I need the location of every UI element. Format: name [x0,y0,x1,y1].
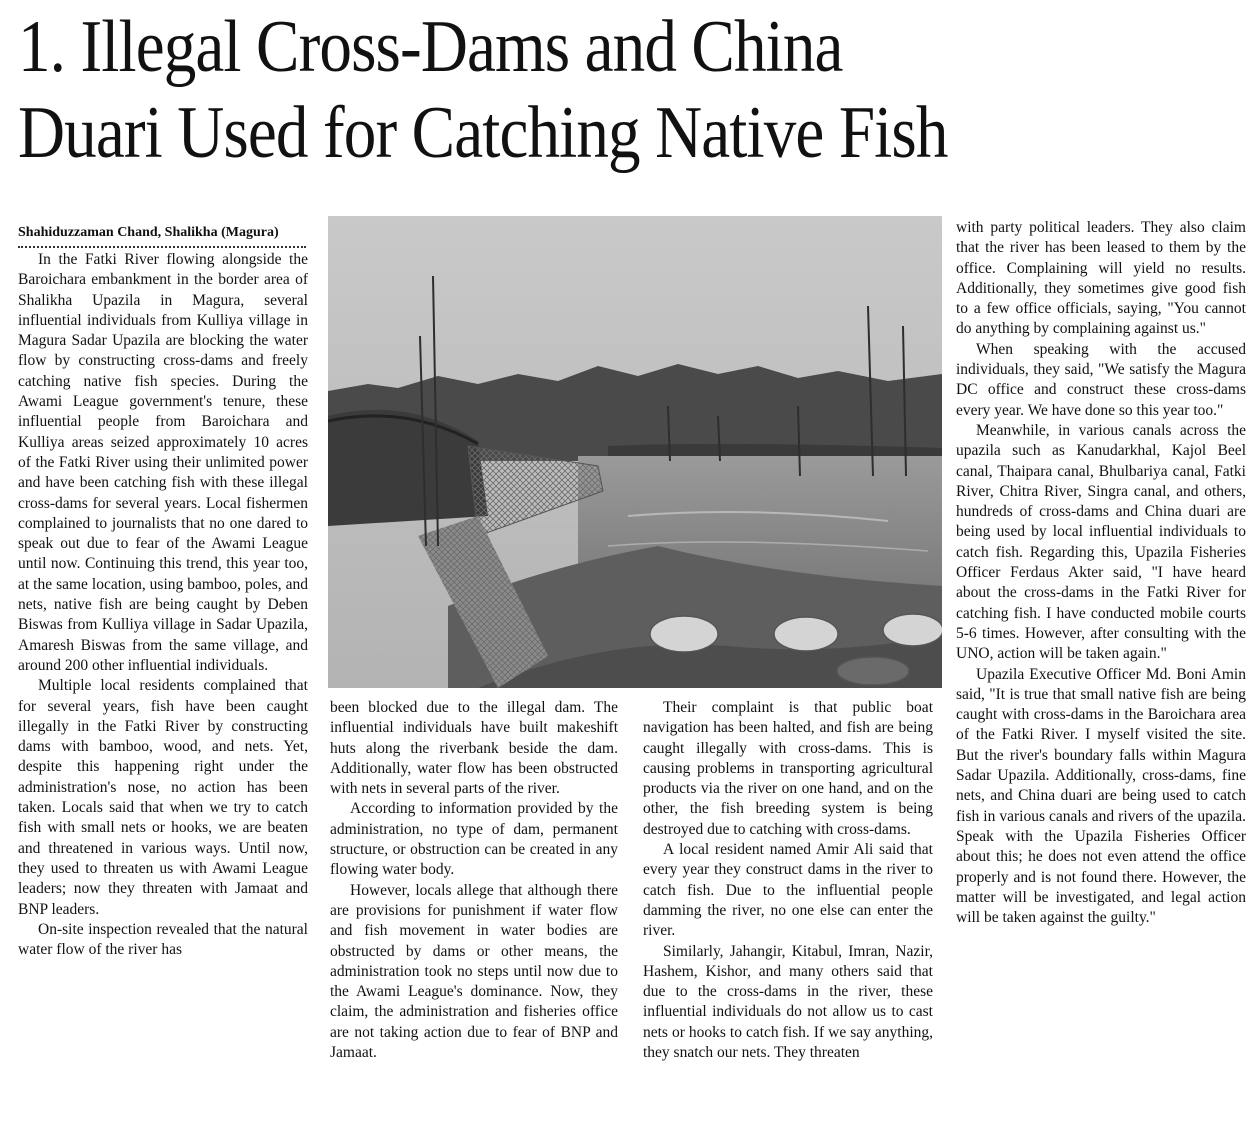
headline-line-1: 1. Illegal Cross-Dams and China [18,6,843,88]
paragraph: Meanwhile, in various canals across the upazila such as Kanudarkhal, Kajol Beel canal, Thaipara canal, Bhulbariya canal, Fatki River, Chitra River, Singra canal, and others, hundreds of cross-dams and China duari are being used by local influential individuals to catch fish. Regarding this, Upazila Fisheries Officer Ferdaus Akter said, "I have heard about the cross-dams in the Fatki River for catching fish. I have conducted mobile courts 5-6 times. However, after consulting with the UNO, action will be taken again." [956,421,1246,663]
paragraph: However, locals allege that although there are provisions for punishment if water flow and fish movement in water bodies are obstructed by dams or other means, the administration took no steps until now due to the Awami League's dominance. Now, they claim, the administration and fisheries office are not taking action due to fear of BNP and Jamaat. [330,881,618,1062]
paragraph: been blocked due to the illegal dam. The influential individuals have built makeshift huts along the riverbank beside the dam. Additionally, water flow has been obstructed with nets in several parts of the river. [330,699,618,798]
paragraph: Similarly, Jahangir, Kitabul, Imran, Nazir, Hashem, Kishor, and many others said that due to the cross-dams in the river, these influential individuals do not allow us to cast nets or hooks to catch fish. If we say anything, they snatch our nets. They threaten [643,942,933,1062]
paragraph: with party political leaders. They also claim that the river has been leased to them by the office. Complaining will yield no results. Additionally, they sometimes give good fish to a few office officials, saying, "You cannot do anything by complaining against us." [956,219,1246,338]
byline: Shahiduzzaman Chand, Shalikha (Magura) [18,224,306,248]
paragraph: When speaking with the accused individuals, they said, "We satisfy the Magura DC office and construct these cross-dams every year. We have done so this year too." [956,340,1246,419]
paragraph: Multiple local residents complained that for several years, fish have been caught illegally in the Fatki River by constructing dams with bamboo, wood, and nets. Yet, despite this happening right under the administration's nose, no action has been taken. Locals said that when we try to catch fish with small nets or hooks, we are beaten and threatened in various ways. Until now, they used to threaten us with Awami League leaders; now they threaten with Jamaat and BNP leaders. [18,677,308,918]
article-column-3 [643,698,933,1138]
paragraph: According to information provided by the administration, no type of dam, permanent structure, or obstruction can be created in any flowing water body. [330,800,618,879]
photo-illustration [328,216,942,688]
headline-line-2: Duari Used for Catching Native Fish [18,92,948,174]
paragraph: In the Fatki River flowing alongside the Baroichara embankment in the border area of Shalikha Upazila in Magura, several influential individuals from Kulliya village in Magura Sadar Upazila are blocking the water flow by constructing cross-dams and freely catching native fish species. During the Awami League government's tenure, these influential people from Baroichara and Kulliya areas seized approximately 10 acres of the Fatki River using their unlimited power and have been catching fish with these illegal cross-dams for several years. Local fishermen complained to journalists that no one dared to speak out due to fear of the Awami League until now. Continuing this trend, this year too, at the same location, using bamboo, poles, and nets, native fish are being caught by Deben Biswas from Kulliya village in Sadar Upazila, Amaresh Biswas from the same village, and around 200 other influential individuals. [18,251,308,674]
article-column-4 [956,218,1246,1136]
paragraph: On-site inspection revealed that the natural water flow of the river has [18,920,308,959]
article-column-1 [18,250,308,1130]
headline [18,4,1100,176]
paragraph: Their complaint is that public boat navigation has been halted, and fish are being caught illegally with cross-dams. This is causing problems in transporting agricultural products via the river on one hand, and on the other, the fish breeding system is being destroyed due to catching with cross-dams. [643,699,933,838]
paragraph: Upazila Executive Officer Md. Boni Amin said, "It is true that small native fish are being caught with cross-dams in the Baroichara area of the Fatki River. I myself visited the site. But the river's boundary falls within Magura Sadar Upazila. Additionally, cross-dams, fine nets, and China duari are being used to catch fish in various canals and rivers of the upazila. Speak with the Upazila Fisheries Officer about this; he does not even attend the office properly and is not found there. However, the matter will be investigated, and legal action will be taken against the guilty." [956,665,1246,927]
river-cross-dam-photo [328,216,942,688]
paragraph: A local resident named Amir Ali said that every year they construct dams in the river to catch fish. Due to the influential people damming the river, no one else can enter the river. [643,841,933,940]
article-column-2 [330,698,618,1138]
